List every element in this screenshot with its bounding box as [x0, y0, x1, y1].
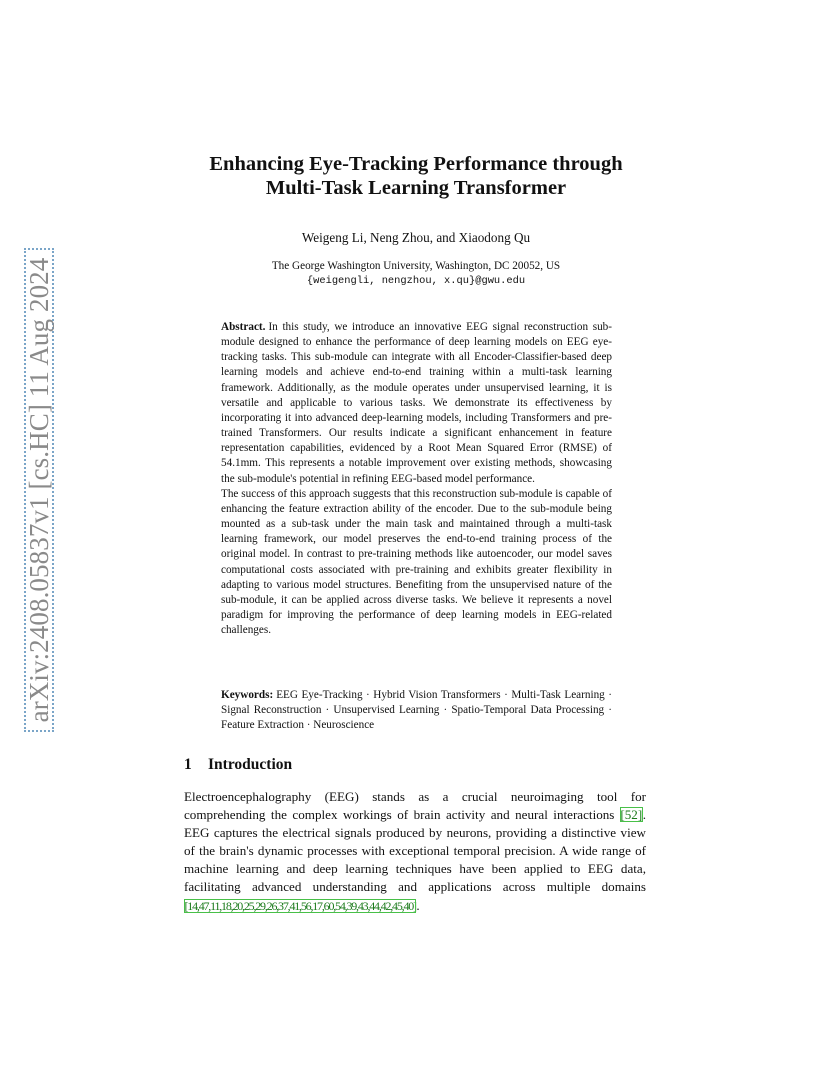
abstract-text-1: In this study, we introduce an innovative EEG signal reconstruction sub-module designed to enhance the performance of deep learning models on EEG eye-tracking tasks. This sub-module can integrate with all Encoder-Classifier-based deep learning models and achieve end-to-end training within a multi-task learning framework. Additionally, as the module operates under unsupervised learning, it is versatile and applicable to various tasks. We demonstrate its effectiveness by incorporating it into advanced deep-learning models, including Transformers and pre-trained Transformers. Our results indicate a significant enhancement in feature representation capabilities, evidenced by a Root Mean Squared Error (RMSE) of 54.1mm. This represents a notable improvement over existing methods, showcasing the sub-module's potential in refining EEG-based model performance.	[221, 321, 612, 485]
intro-paragraph	[184, 788, 646, 915]
author-list: Weigeng Li, Neng Zhou, and Xiaodong Qu	[301, 230, 531, 245]
intro-text-1: Electroencephalography (EEG) stands as a crucial neuroimaging tool for comprehending the complex workings of brain activity and neural interactions	[184, 789, 646, 823]
title-line-2: Multi-Task Learning Transformer	[265, 177, 567, 199]
affiliation-text: The George Washington University, Washington, DC 20052, US	[271, 260, 561, 272]
affiliation-block	[150, 259, 682, 289]
section-number: 1	[184, 756, 192, 773]
paper-title	[150, 152, 682, 200]
intro-text-3: .	[416, 897, 420, 913]
title-line-1: Enhancing Eye-Tracking Performance through	[209, 153, 623, 175]
abstract-label: Abstract.	[221, 321, 266, 333]
intro-text-2: . EEG captures the electrical signals produced by neurons, providing a distinctive view of the brain's dynamic processes with exceptional temporal precision. A wide range of machine learning and deep learning techniques have been applied to EEG data, facilitating advanced understanding and applications across multiple domains	[184, 807, 646, 895]
introduction-body	[184, 788, 646, 915]
citation-link[interactable]: [52]	[620, 807, 643, 823]
arxiv-identifier-stamp: arXiv:2408.05837v1 [cs.HC] 11 Aug 2024	[24, 248, 54, 732]
abstract	[221, 320, 612, 638]
author-emails: {weigengli, nengzhou, x.qu}@gwu.edu	[306, 275, 526, 287]
keywords	[221, 688, 612, 733]
citation-group-link[interactable]: [14,47,11,18,20,25,29,26,37,41,56,17,60,54,39,43,44,42,45,40]	[184, 898, 416, 913]
keywords-label: Keywords:	[221, 689, 274, 701]
abstract-paragraph-1	[221, 320, 612, 487]
abstract-paragraph-2: The success of this approach suggests that this reconstruction sub-module is capable of enhancing the feature extraction ability of the encoder. Due to the sub-module being mounted as a sub-task under the main task and maintained through a multi-task learning framework, our model preserves the end-to-end training process of the original model. In contrast to pre-training methods like autoencoder, our model saves computational costs associated with pre-training and exhibits greater flexibility in adapting to various model structures. Benefiting from the unsupervised nature of the sub-module, it can be applied across diverse tasks. We believe it represents a novel paradigm for improving the performance of deep learning models in EEG-related challenges.	[221, 487, 612, 637]
section-title: Introduction	[208, 756, 293, 773]
section-heading-introduction	[184, 756, 292, 774]
keywords-text: EEG Eye-Tracking · Hybrid Vision Transformers · Multi-Task Learning · Signal Reconstruction · Unsupervised Learning · Spatio-Temporal Data Processing · Feature Extraction · Neuroscience	[221, 689, 612, 732]
